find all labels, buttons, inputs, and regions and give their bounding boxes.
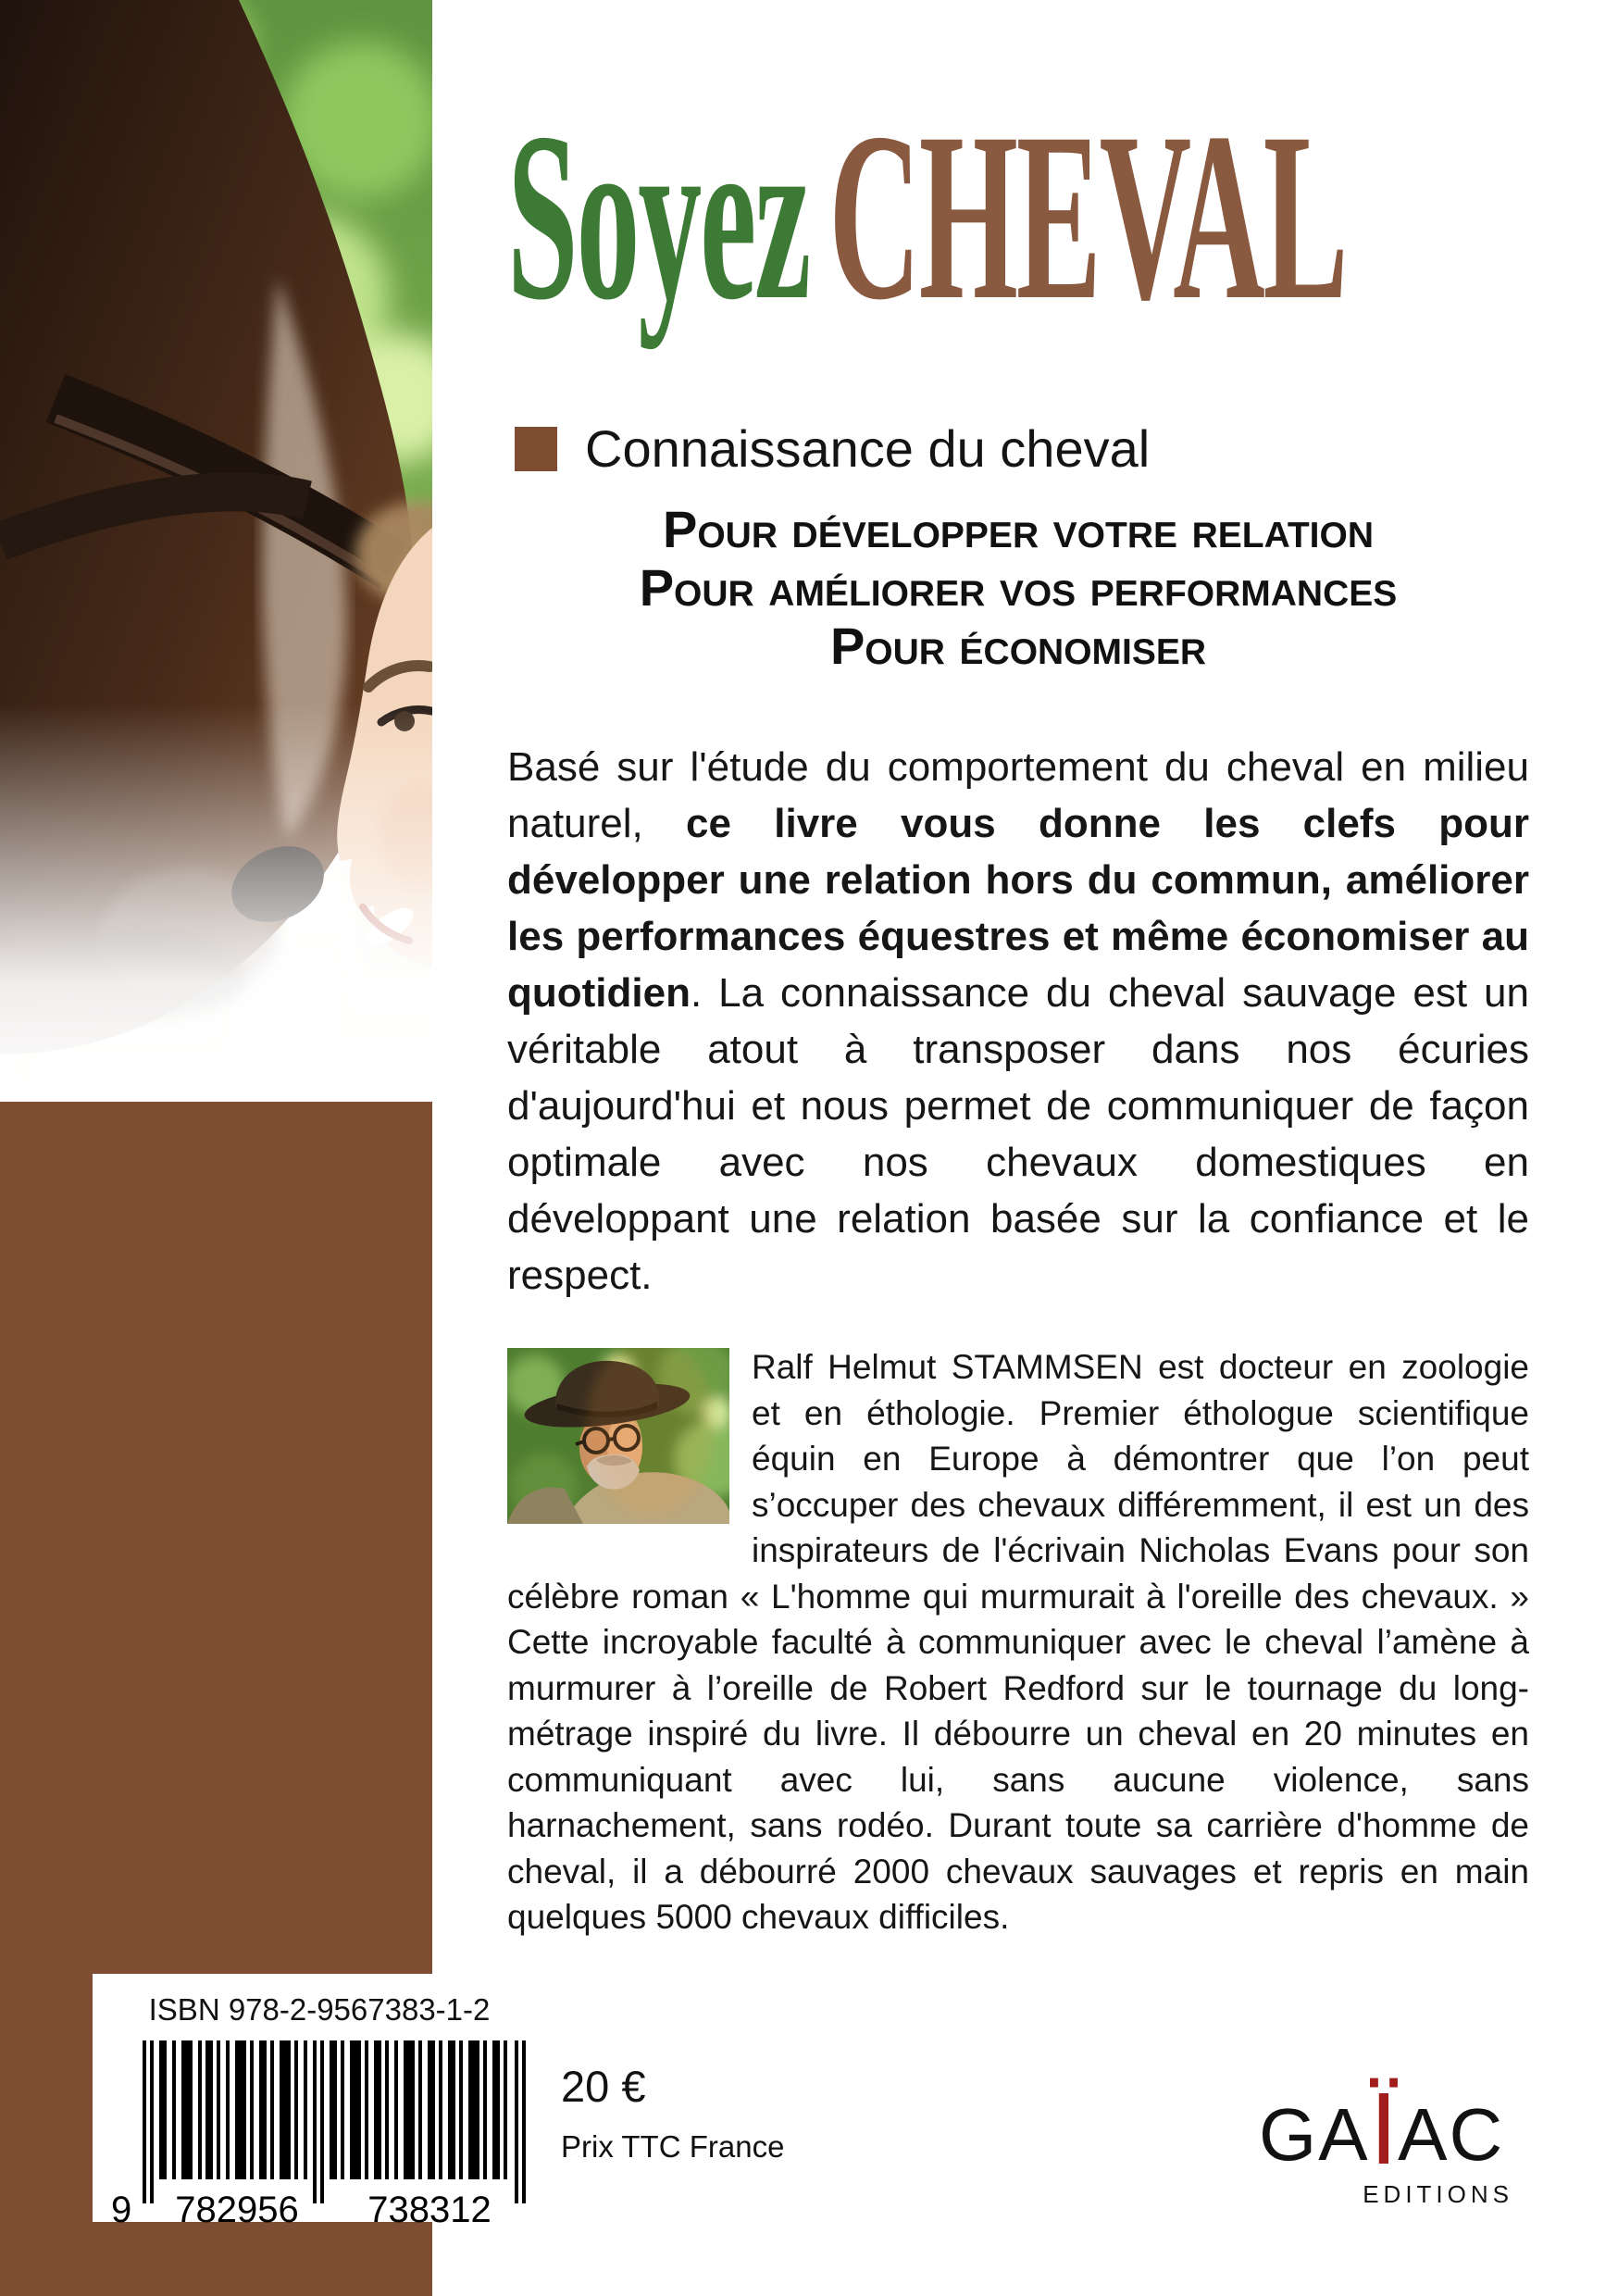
publisher-ac: AC <box>1398 2093 1505 2176</box>
price-note: Prix TTC France <box>561 2129 785 2164</box>
barcode-digits-left: 782956 <box>175 2190 299 2229</box>
title-word-cheval: CHEVAL <box>828 83 1347 350</box>
ean-barcode <box>98 2033 541 2229</box>
synopsis-bold: ce livre vous donne les clefs pour développer une relation hors du commun, améliorer les performances équestres et même économiser au quotidien <box>507 801 1529 1016</box>
publisher-editions: EDITIONS <box>1363 2179 1513 2208</box>
isbn-label: ISBN 978-2-9567383-1-2 <box>148 1992 491 2027</box>
publisher-ga: GA <box>1259 2093 1370 2176</box>
publisher-name <box>1259 2057 1513 2195</box>
tagline-economiser: Pour économiser <box>829 617 1207 675</box>
collection-bullet-square <box>515 427 557 471</box>
isbn-block <box>93 1974 546 2229</box>
author-bio <box>507 1344 1529 1940</box>
barcode-digits-right: 738312 <box>367 2190 492 2229</box>
book-title <box>507 83 1347 350</box>
price-amount: 20 € <box>561 2062 646 2111</box>
author-bio-text: Ralf Helmut STAMMSEN est docteur en zoologie et en éthologie. Premier éthologue scientifique équin en Europe à démontrer que l’on peut s’occuper des chevaux différemment, il est un des inspirateurs de l'écrivain Nicholas Evans pour son célèbre roman « L'homme qui murmurait à l'oreille des chevaux. » Cette incroyable faculté à communiquer avec le cheval l’amène à murmurer à l’oreille de Robert Redford sur le tournage du long-métrage inspiré du livre. Il débourre un cheval en 20 minutes en communiquant avec lui, sans aucune violence, sans harnachement, sans rodéo. Durant toute sa carrière d'homme de cheval, il a débourré 2000 chevaux sauvages et repris en main quelques 5000 chevaux difficiles. <box>507 1348 1529 1936</box>
title-word-soyez: Soyez <box>507 83 810 350</box>
tagline-relation: Pour développer votre relation <box>662 500 1375 558</box>
cover-photo-horse-and-woman <box>0 0 432 1102</box>
publisher-logo <box>1259 2057 1513 2209</box>
barcode-bars <box>143 2040 526 2203</box>
collection-label: Connaissance du cheval <box>585 419 1151 478</box>
synopsis <box>507 739 1529 1304</box>
synopsis-rest: . La connaissance du cheval sauvage est un véritable atout à transposer dans nos écuries d'aujourd'hui et nous permet de communiquer de façon optimale avec nos chevaux domestiques en développant une relation basée sur la confiance et le respect. <box>507 970 1529 1298</box>
price-block <box>561 2063 784 2165</box>
taglines <box>507 500 1529 675</box>
author-photo <box>507 1348 729 1524</box>
barcode-digit-9: 9 <box>111 2190 132 2229</box>
tagline-performances: Pour améliorer vos performances <box>639 558 1398 617</box>
synopsis-intro: Basé sur l'étude du comportement du cheval en milieu naturel, <box>507 744 1529 846</box>
collection-line <box>515 418 1150 479</box>
publisher-i-accent: Ï <box>1369 2072 1399 2186</box>
